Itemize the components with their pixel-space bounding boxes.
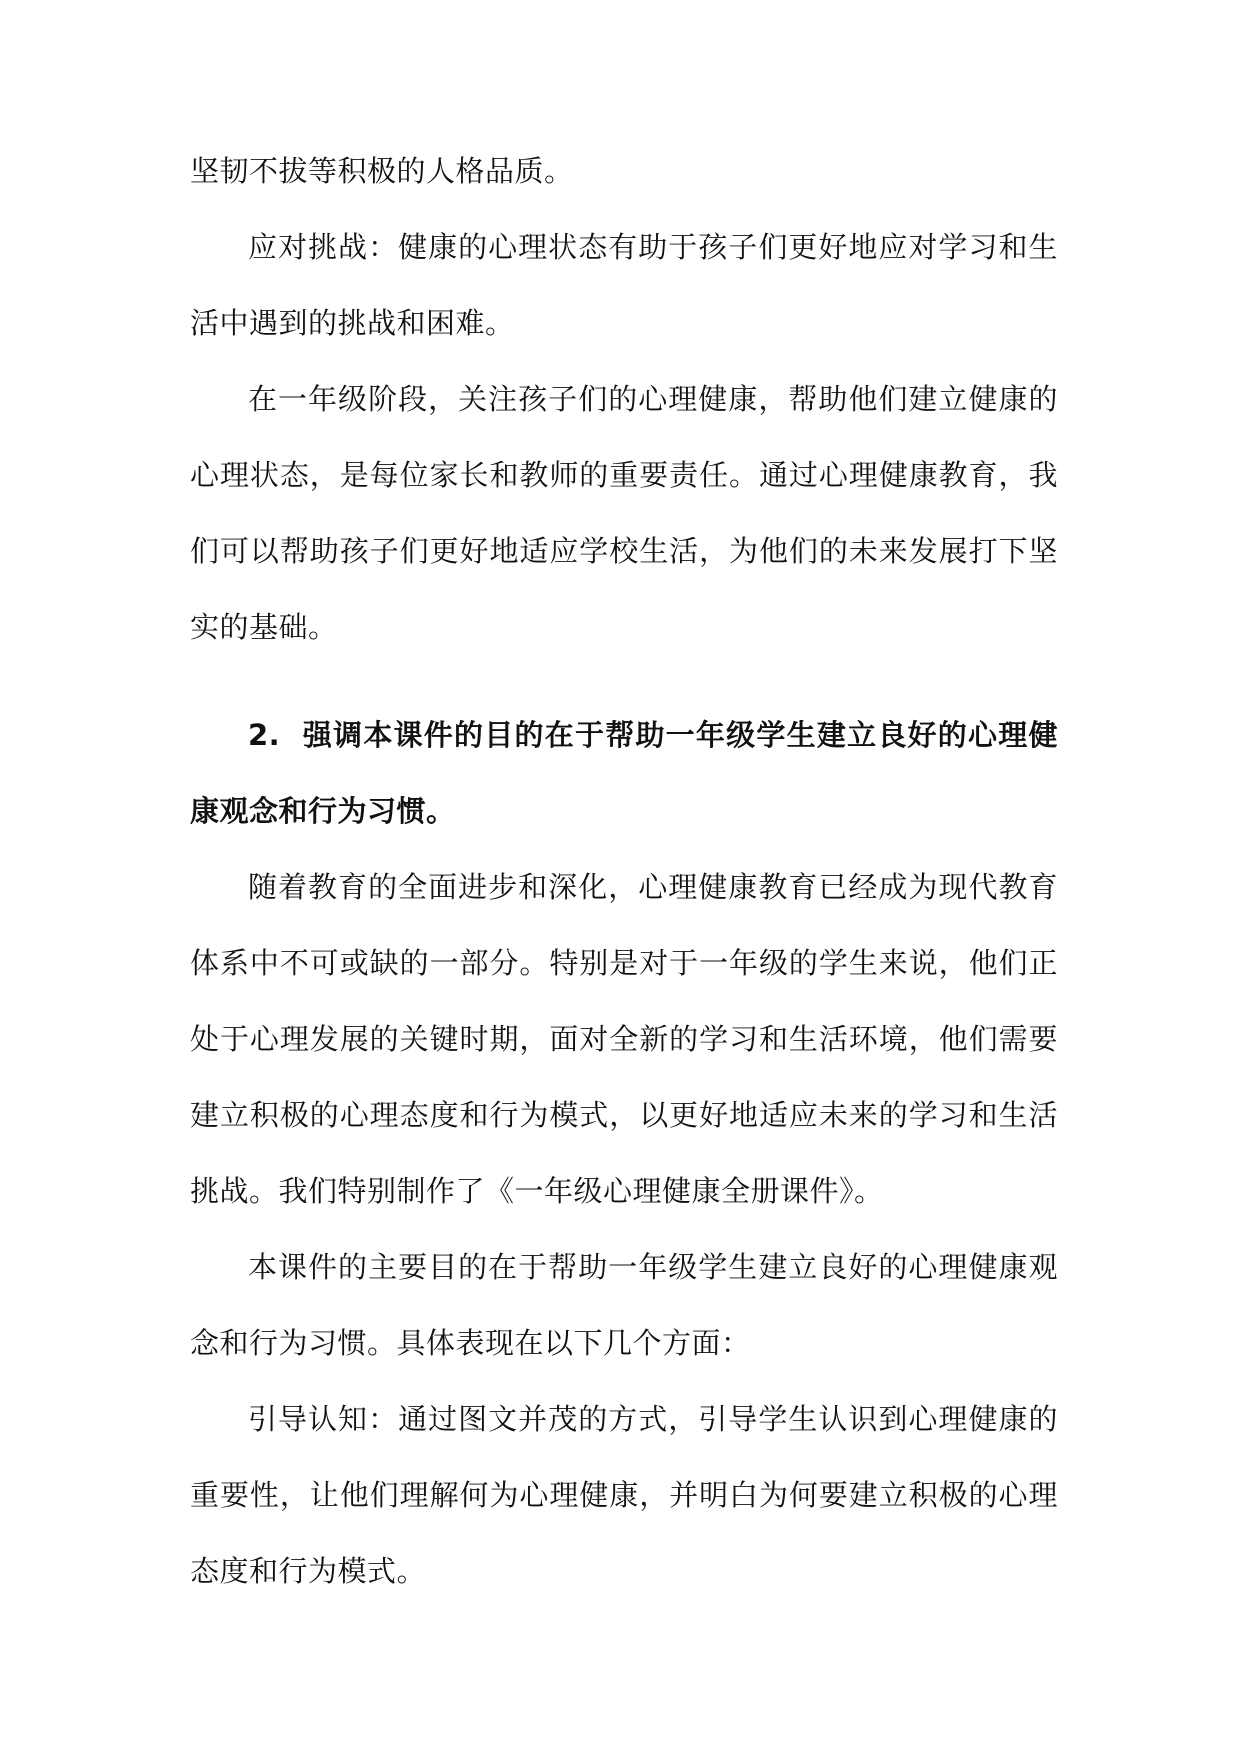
document-body xyxy=(190,133,1058,1609)
section-heading-text: 强调本课件的目的在于帮助一年级学生建立良好的心理健康观念和行为习惯。 xyxy=(190,718,1058,828)
paragraph-education-context: 随着教育的全面进步和深化，心理健康教育已经成为现代教育体系中不可或缺的一部分。特别是对于一年级的学生来说，他们正处于心理发展的关键时期，面对全新的学习和生活环境，他们需要建立积极的心理态度和行为模式，以更好地适应未来的学习和生活挑战。我们特别制作了《一年级心理健康全册课件》。 xyxy=(190,870,1058,1208)
paragraph-continuation: 坚韧不拔等积极的人格品质。 xyxy=(190,154,574,188)
paragraph-first-grade-responsibility: 在一年级阶段，关注孩子们的心理健康，帮助他们建立健康的心理状态，是每位家长和教师的重要责任。通过心理健康教育，我们可以帮助孩子们更好地适应学校生活，为他们的未来发展打下坚实的基础。 xyxy=(190,382,1058,644)
section-heading xyxy=(190,697,1058,849)
paragraph-coping-challenges: 应对挑战：健康的心理状态有助于孩子们更好地应对学习和生活中遇到的挑战和困难。 xyxy=(190,230,1058,340)
paragraph-guide-cognition: 引导认知：通过图文并茂的方式，引导学生认识到心理健康的重要性，让他们理解何为心理健康，并明白为何要建立积极的心理态度和行为模式。 xyxy=(190,1402,1058,1588)
section-heading-number: 2. xyxy=(248,718,281,752)
paragraph-courseware-purpose: 本课件的主要目的在于帮助一年级学生建立良好的心理健康观念和行为习惯。具体表现在以下几个方面： xyxy=(190,1250,1058,1360)
